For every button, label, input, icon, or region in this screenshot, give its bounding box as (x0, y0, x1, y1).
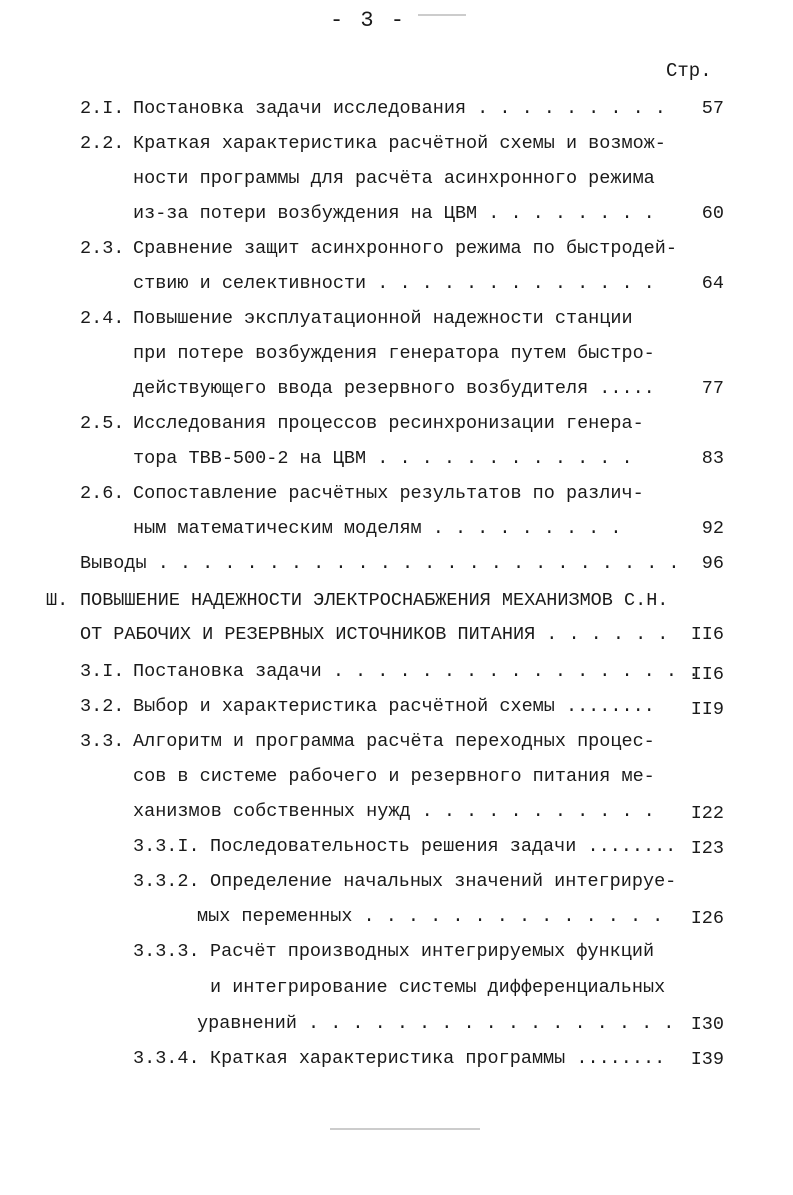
toc-entry-continuation: ности программы для расчёта асинхронного режима (133, 168, 655, 189)
page-number: - 3 - (330, 8, 407, 33)
toc-entry-page: 57 (701, 98, 724, 119)
toc-subentry-title: Расчёт производных интегрируемых функций (210, 941, 655, 962)
toc-entry-title: Выводы . . . . . . . . . . . . . . . . . . . . . . . . (80, 553, 680, 574)
toc-chapter-continuation: ОТ РАБОЧИХ И РЕЗЕРВНЫХ ИСТОЧНИКОВ ПИТАНИЯ . . . . . . (80, 624, 669, 645)
toc-subentry-number: 3.3.2. (133, 871, 200, 892)
toc-entry-page: 60 (701, 203, 724, 224)
toc-entry-continuation: ханизмов собственных нужд . . . . . . . . . . . (133, 801, 655, 822)
toc-entry-page: II6 (690, 624, 724, 645)
toc-entry-title: Выбор и характеристика расчётной схемы ........ (133, 696, 655, 717)
toc-entry-number: 3.I. (80, 661, 125, 682)
toc-entry-continuation: тора ТВВ-500-2 на ЦВМ . . . . . . . . . . . . (133, 448, 633, 469)
toc-subentry-number: 3.3.4. (133, 1048, 200, 1069)
toc-entry-page: 92 (701, 518, 724, 539)
toc-entry-page: I30 (690, 1014, 724, 1035)
toc-entry-number: 2.5. (80, 413, 125, 434)
toc-entry-page: I39 (690, 1049, 724, 1070)
toc-entry-title: Алгоритм и программа расчёта переходных процес- (133, 731, 655, 752)
toc-entry-page: I22 (690, 803, 724, 824)
toc-entry-page: 83 (701, 448, 724, 469)
toc-entry-title: Постановка задачи исследования . . . . . . . . . (133, 98, 666, 119)
toc-entry-number: 3.3. (80, 731, 125, 752)
toc-subentry-number: 3.3.I. (133, 836, 200, 857)
toc-entry-page: 77 (701, 378, 724, 399)
toc-entry-continuation: действующего ввода резервного возбудителя ..... (133, 378, 655, 399)
toc-chapter-number: Ш. (46, 590, 69, 611)
toc-entry-number: 2.3. (80, 238, 125, 259)
toc-subentry-title: Краткая характеристика программы ........ (210, 1048, 666, 1069)
page-column-header: Стр. (666, 60, 712, 82)
toc-entry-continuation: ствию и селективности . . . . . . . . . . . . . (133, 273, 655, 294)
toc-entry-number: 2.I. (80, 98, 125, 119)
toc-entry-page: 96 (701, 553, 724, 574)
toc-entry-page: I26 (690, 908, 724, 929)
toc-subentry-number: 3.3.3. (133, 941, 200, 962)
toc-entry-continuation: из-за потери возбуждения на ЦВМ . . . . . . . . (133, 203, 655, 224)
toc-entry-title: Сопоставление расчётных результатов по различ- (133, 483, 644, 504)
toc-subentry-continuation: уравнений . . . . . . . . . . . . . . . . . (197, 1013, 675, 1034)
toc-entry-title: Постановка задачи . . . . . . . . . . . . . . . . . (133, 661, 700, 682)
toc-entry-number: 3.2. (80, 696, 125, 717)
toc-entry-page: II6 (690, 664, 724, 685)
toc-entry-title: Исследования процессов ресинхронизации генера- (133, 413, 644, 434)
toc-entry-page: II9 (690, 699, 724, 720)
toc-entry-number: 2.6. (80, 483, 125, 504)
toc-entry-title: Повышение эксплуатационной надежности станции (133, 308, 633, 329)
toc-entry-number: 2.2. (80, 133, 125, 154)
toc-entry-continuation: при потере возбуждения генератора путем быстро- (133, 343, 655, 364)
toc-entry-page: 64 (701, 273, 724, 294)
toc-entry-continuation: сов в системе рабочего и резервного питания ме- (133, 766, 655, 787)
toc-subentry-title: Определение начальных значений интегрируе- (210, 871, 677, 892)
toc-subentry-continuation: мых переменных . . . . . . . . . . . . . . (197, 906, 664, 927)
toc-subentry-title: Последовательность решения задачи ........ (210, 836, 677, 857)
scan-artifact (330, 1128, 480, 1130)
scan-artifact (418, 14, 466, 16)
toc-chapter-title: ПОВЫШЕНИЕ НАДЕЖНОСТИ ЭЛЕКТРОСНАБЖЕНИЯ МЕХАНИЗМОВ С.Н. (80, 590, 669, 611)
toc-entry-continuation: ным математическим моделям . . . . . . . . . (133, 518, 622, 539)
toc-entry-page: I23 (690, 838, 724, 859)
toc-entry-title: Сравнение защит асинхронного режима по быстродей- (133, 238, 677, 259)
toc-subentry-continuation: и интегрирование системы дифференциальных (210, 977, 666, 998)
toc-entry-title: Краткая характеристика расчётной схемы и возмож- (133, 133, 666, 154)
toc-entry-number: 2.4. (80, 308, 125, 329)
